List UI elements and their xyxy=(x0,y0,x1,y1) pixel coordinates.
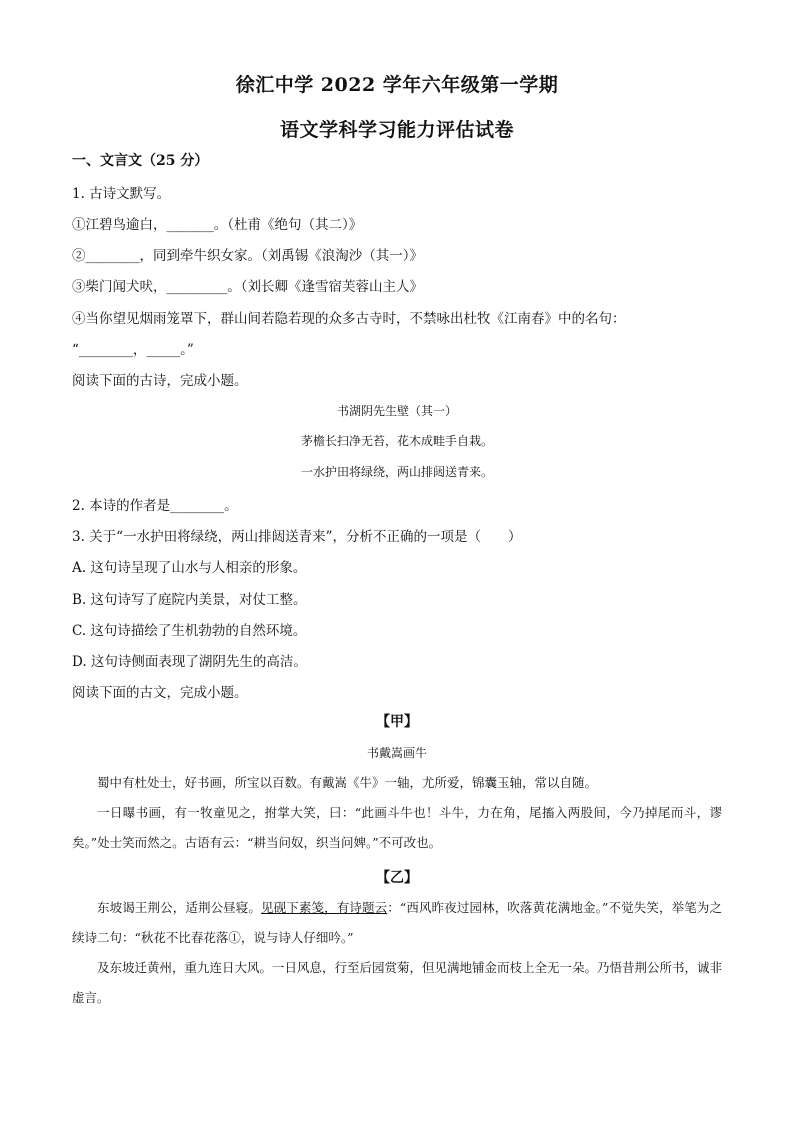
exam-subtitle: 语文学科学习能力评估试卷 xyxy=(279,119,514,141)
poem-line-2: 一水护田将绿绕，两山排闼送青来。 xyxy=(300,465,493,479)
yi-text-b: ：“西风昨夜过园林，吹落黄花满地金。”不觉失笑，举笔为之续诗二句：“秋花不比春花落①，说与诗人仔细吟。” xyxy=(72,900,722,945)
passage-yi-paragraph-2: 及东坡迁黄州，重九连日大风。一日风息，行至后园赏菊，但见满地铺金而枝上全无一朵。乃悟昔荆公所书，诚非虚言。 xyxy=(72,960,723,1005)
passage-jia-body xyxy=(72,768,722,858)
yi-text-a: 东坡谒王荆公，适荆公昼寝。 xyxy=(97,900,262,915)
option-c: C. 这句诗描绘了生机勃勃的自然环境。 xyxy=(72,623,307,639)
question-1-item-4-blank: “________，_____。” xyxy=(72,342,194,358)
passage-yi-label: 【乙】 xyxy=(376,870,418,886)
prose-instruction: 阅读下面的古文，完成小题。 xyxy=(72,685,248,701)
question-2: 2. 本诗的作者是________。 xyxy=(72,498,238,514)
option-d: D. 这句诗侧面表现了湖阴先生的高洁。 xyxy=(72,654,307,670)
question-1-item-4: ④当你望见烟雨笼罩下，群山间若隐若现的众多古寺时，不禁咏出杜牧《江南春》中的名句： xyxy=(72,311,626,327)
passage-jia-paragraph-1: 蜀中有杜处士，好书画，所宝以百数。有戴嵩《牛》一轴，尤所爱，锦囊玉轴，常以自随。 xyxy=(97,775,598,790)
question-1-item-1: ①江碧鸟逾白，_______。（杜甫《绝句（其二）》 xyxy=(72,217,363,233)
option-b: B. 这句诗写了庭院内美景，对仗工整。 xyxy=(72,592,307,608)
exam-title: 徐汇中学 2022 学年六年级第一学期 xyxy=(235,74,559,96)
poem-instruction: 阅读下面的古诗，完成小题。 xyxy=(72,373,248,389)
passage-jia-title: 书戴嵩画牛 xyxy=(366,746,427,760)
poem-line-1: 茅檐长扫净无苔，花木成畦手自栽。 xyxy=(300,434,493,448)
passage-yi-body xyxy=(72,893,722,1013)
option-a: A. 这句诗呈现了山水与人相亲的形象。 xyxy=(72,560,307,576)
yi-underlined-phrase: 见砚下素笺，有诗题云 xyxy=(261,900,388,915)
question-1-item-3: ③柴门闻犬吠，_________。（刘长卿《逢雪宿芙蓉山主人》 xyxy=(72,279,423,295)
poem-title: 书湖阴先生壁（其一） xyxy=(336,404,457,418)
question-1: 1. 古诗文默写。 xyxy=(72,186,171,202)
passage-jia-label: 【甲】 xyxy=(376,714,418,730)
question-1-item-2: ②________，同到牵牛织女家。（刘禹锡《浪淘沙（其一）》 xyxy=(72,248,423,264)
passage-yi-paragraph-1 xyxy=(72,893,722,953)
passage-jia-paragraph-2: 一日曝书画，有一牧童见之，拊掌大笑，曰：“此画斗牛也！斗牛，力在角，尾搐入两股间，今乃掉尾而斗，谬矣。”处士笑而然之。古语有云：“耕当问奴，织当问婢。”不可改也。 xyxy=(72,805,722,850)
section-heading: 一、文言文（25 分） xyxy=(72,153,209,169)
question-3: 3. 关于“一水护田将绿绕，两山排闼送青来”，分析不正确的一项是（ ） xyxy=(72,529,522,545)
